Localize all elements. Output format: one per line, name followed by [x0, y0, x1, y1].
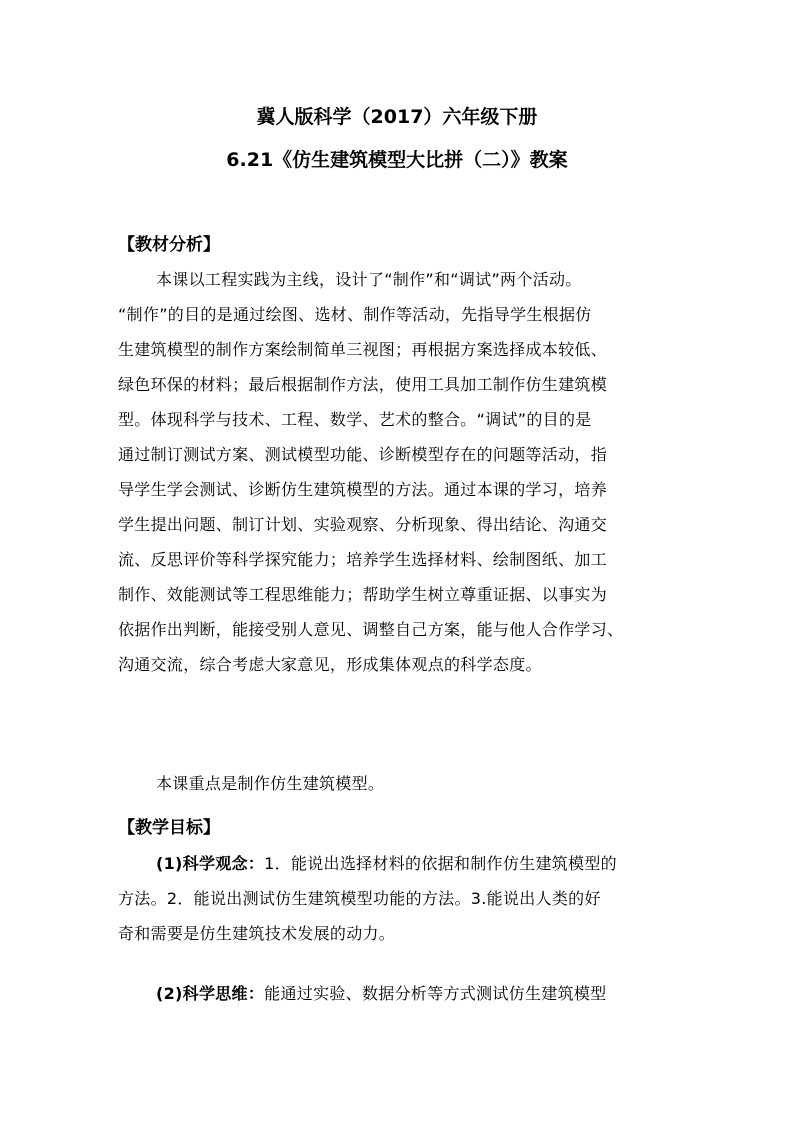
document-title: 冀人版科学（2017）六年级下册	[256, 106, 538, 128]
paragraph-line: 沟通交流，综合考虑大家意见，形成集体观点的科学态度。	[118, 655, 542, 674]
paragraph-line: 导学生学会测试、诊断仿生建筑模型的方法。通过本课的学习，培养	[118, 480, 608, 499]
goal-science-thinking	[118, 976, 678, 1011]
lesson-title: 6.21《仿生建筑模型大比拼（二）》教案	[226, 149, 568, 171]
key-point-paragraph	[118, 766, 678, 801]
paragraph-line	[118, 976, 678, 1011]
paragraph-line: 绿色环保的材料；最后根据制作方法，使用工具加工制作仿生建筑模	[118, 375, 608, 394]
goal-science-concepts	[118, 846, 678, 951]
goal-label: (1)科学观念：	[156, 854, 265, 873]
section-heading-teaching-goals: 【教学目标】	[118, 818, 220, 838]
paragraph-line: 本课重点是制作仿生建筑模型。	[156, 774, 385, 793]
paragraph-line: 依据作出判断，能接受别人意见、调整自己方案，能与他人合作学习、	[118, 620, 624, 639]
paragraph-line: 生建筑模型的制作方案绘制简单三视图；再根据方案选择成本较低、	[118, 340, 608, 359]
paragraph-line: “制作”的目的是通过绘图、选材、制作等活动，先指导学生根据仿	[118, 305, 592, 324]
paragraph-line: 型。体现科学与技术、工程、数学、艺术的整合。“调试”的目的是	[118, 410, 592, 429]
paragraph-line	[118, 846, 678, 881]
paragraph-line: 奇和需要是仿生建筑技术发展的动力。	[118, 924, 396, 943]
paragraph-line: 流、反思评价等科学探究能力；培养学生选择材料、绘制图纸、加工	[118, 550, 608, 569]
goal-label: (2)科学思维：	[156, 984, 265, 1003]
paragraph-line: 本课以工程实践为主线，设计了“制作”和“调试”两个活动。	[156, 270, 582, 289]
paragraph-line: 学生提出问题、制订计划、实验观察、分析现象、得出结论、沟通交	[118, 515, 608, 534]
paragraph-line: 制作、效能测试等工程思维能力；帮助学生树立尊重证据、以事实为	[118, 585, 608, 604]
paragraph-line: 通过制订测试方案、测试模型功能、诊断模型存在的问题等活动，指	[118, 445, 608, 464]
section-heading-textbook-analysis: 【教材分析】	[118, 235, 220, 255]
textbook-analysis-paragraph	[118, 262, 678, 682]
goal-text: 能通过实验、数据分析等方式测试仿生建筑模型	[264, 984, 607, 1003]
paragraph-line: 方法。2．能说出测试仿生建筑模型功能的方法。3.能说出人类的好	[118, 889, 601, 908]
goal-text: 1．能说出选择材料的依据和制作仿生建筑模型的	[264, 854, 617, 873]
